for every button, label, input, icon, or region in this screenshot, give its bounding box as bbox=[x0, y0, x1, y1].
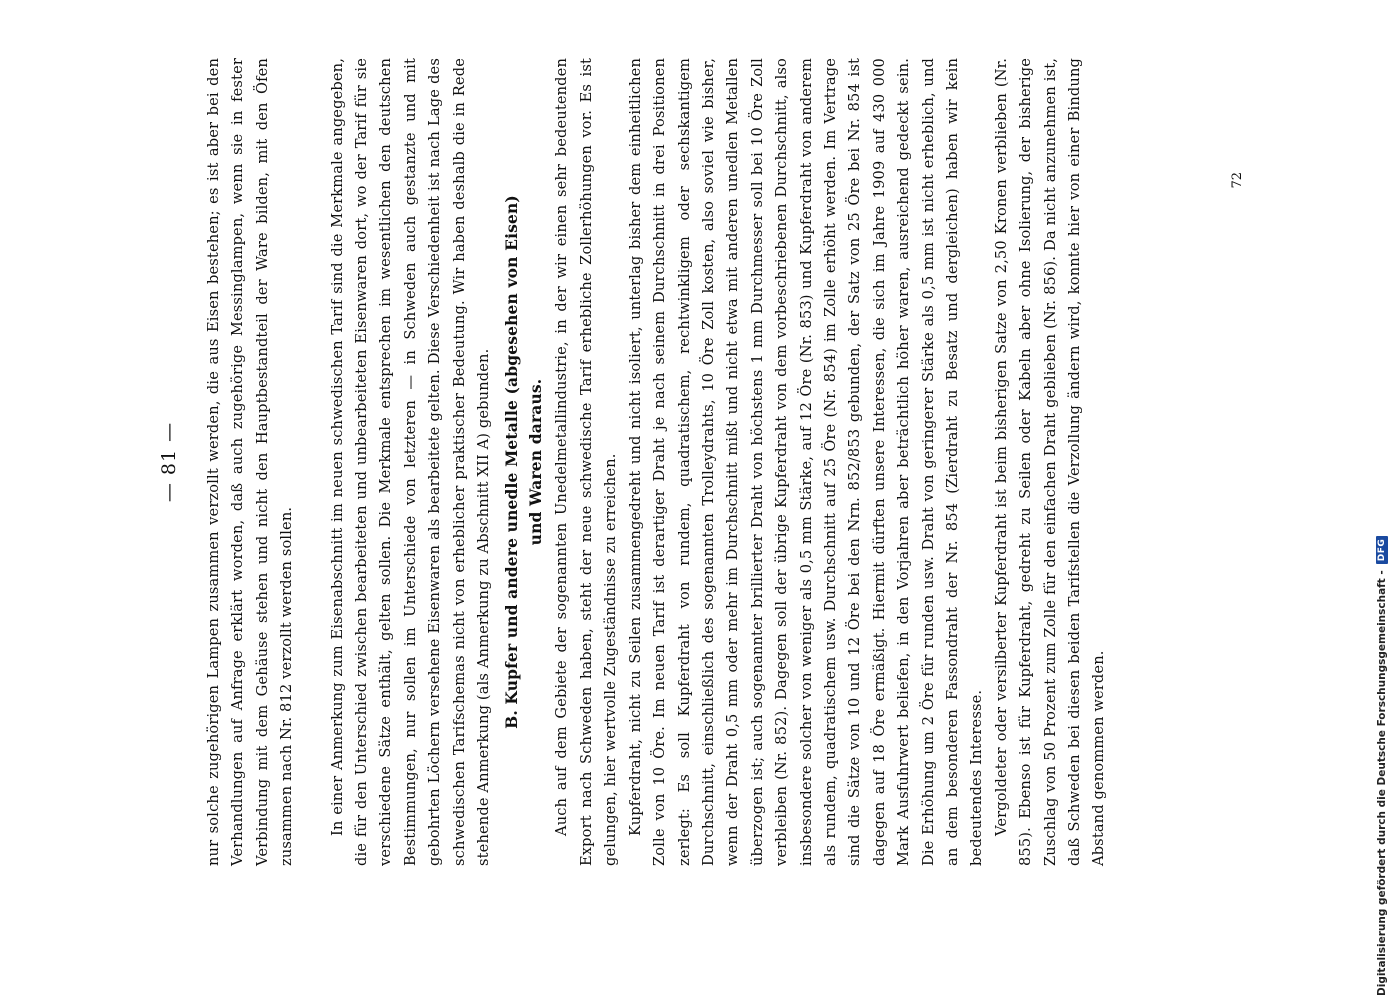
folio-number: 72 bbox=[1230, 172, 1245, 189]
paragraph: nur solche zugehörigen Lampen zusammen verzollt werden, die aus Eisen bestehen; es ist aber bei den Verhandlungen auf Anfrage erklärt worden, daß auch zugehörige Messinglampen, wenn sie in fester Verbindung mit dem Gehäuse stehen und nicht den Hauptbestandteil der Ware bilden, mit den Öfen zusammen nach Nr. 812 verzollt werden sollen. bbox=[205, 58, 296, 866]
digitization-caption bbox=[1376, 536, 1388, 996]
body-text bbox=[202, 58, 1112, 866]
paragraph: In einer Anmerkung zum Eisenabschnitt im neuen schwedischen Tarif sind die Merkmale angegeben, die für den Unterschied zwischen bearbeiteten und unbearbeiteten Eisenwaren dort, wo der Tarif für sie verschiedene Sätze enthält, gelten sollen. Die Merkmale entsprechen im wesentlichen den deutschen Bestimmungen, nur sollen im Unterschiede von letzteren — in Schweden auch gestanzte und mit gebohrten Löchern versehene Eisenwaren als bearbeitete gelten. Diese Verschiedenheit ist nach Lage des schwedischen Tarifschemas nicht von erheblicher praktischer Bedeutung. Wir haben deshalb die in Rede stehende Anmerkung (als Anmerkung zu Abschnitt XII A) gebunden. bbox=[328, 58, 493, 866]
section-heading-line-1: B. Kupfer und andere unedle Metalle (abgesehen von Eisen) bbox=[502, 195, 522, 729]
paragraph: Auch auf dem Gebiete der sogenannten Unedelmetallindustrie, in der wir einen sehr bedeutenden Export nach Schweden haben, steht der neue schwedische Tarif erhebliche Zollerhöhungen vor. Es ist gelungen, hier wertvolle Zugeständnisse zu erreichen. bbox=[553, 58, 620, 866]
paragraph: Vergoldeter oder versilberter Kupferdraht ist beim bisherigen Satze von 2,50 Kronen verblieben (Nr. 855). Ebenso ist für Kupferdraht, gedreht zu Seilen oder Kabeln aber ohne Isolierung, der bisherige Zuschlag von 50 Prozent zum Zolle für den einfachen Draht geblieben (Nr. 856). Da nicht anzunehmen ist, daß Schweden bei diesen beiden Tarifstellen die Verzollung ändern wird, konnte hier von einer Bindung Abstand genommen werden. bbox=[992, 58, 1108, 866]
section-heading-line-2: und Waren daraus. bbox=[526, 378, 546, 546]
paragraph: Kupferdraht, nicht zu Seilen zusammengedreht und nicht isoliert, unterlag bisher dem einheitlichen Zolle von 10 Öre. Im neuen Tarif ist derartiger Draht je nach seinem Durchschnitt in drei Positionen zerlegt: Es soll Kupferdraht von rundem, quadratischem, rechtwinkligem oder sechskantigem Durchschnitt, einschließlich des sogenannten Trolleydrahts, 10 Öre Zoll kosten, also soviel wie bisher, wenn der Draht 0,5 mm oder mehr im Durchschnitt mißt und nicht etwa mit anderen unedlen Metallen überzogen ist; auch sogenannter brillierter Draht von höchstens 1 mm Durchmesser soll bei 10 Öre Zoll verbleiben (Nr. 852). Dagegen soll der übrige Kupferdraht von dem vorbeschriebenen Durchschnitt, also insbesondere solcher von weniger als 0,5 mm Stärke, auf 12 Öre (Nr. 853) und Kupferdraht von anderem als rundem, quadratischem usw. Durchschnitt auf 25 Öre (Nr. 854) im Zolle erhöht werden. Im Vertrage sind die Sätze von 10 und 12 Öre bei den Nrn. 852/853 gebunden, der Satz von 25 Öre bei Nr. 854 ist dagegen auf 18 Öre ermäßigt. Hiermit dürften unsere Interessen, die sich im Jahre 1909 auf 430 000 Mark Ausfuhrwert beliefen, in den Vorjahren aber beträchtlich höher waren, ausreichend gedeckt sein. Die Erhöhung um 2 Öre für runden usw. Draht von geringerer Stärke als 0,5 mm ist nicht erheblich, und an dem besonderen Fassondraht der Nr. 854 (Zierdraht zu Besatz und dergleichen) haben wir kein bedeutendes Interesse. bbox=[626, 58, 986, 866]
document-page bbox=[140, 52, 1250, 872]
page-number: — 81 — bbox=[158, 421, 180, 503]
dfg-logo-icon: DFG bbox=[1376, 536, 1388, 565]
section-heading bbox=[500, 58, 548, 866]
caption-text: Digitalisierung gefördert durch die Deutsche Forschungsgemeinschaft - bbox=[1376, 570, 1388, 996]
